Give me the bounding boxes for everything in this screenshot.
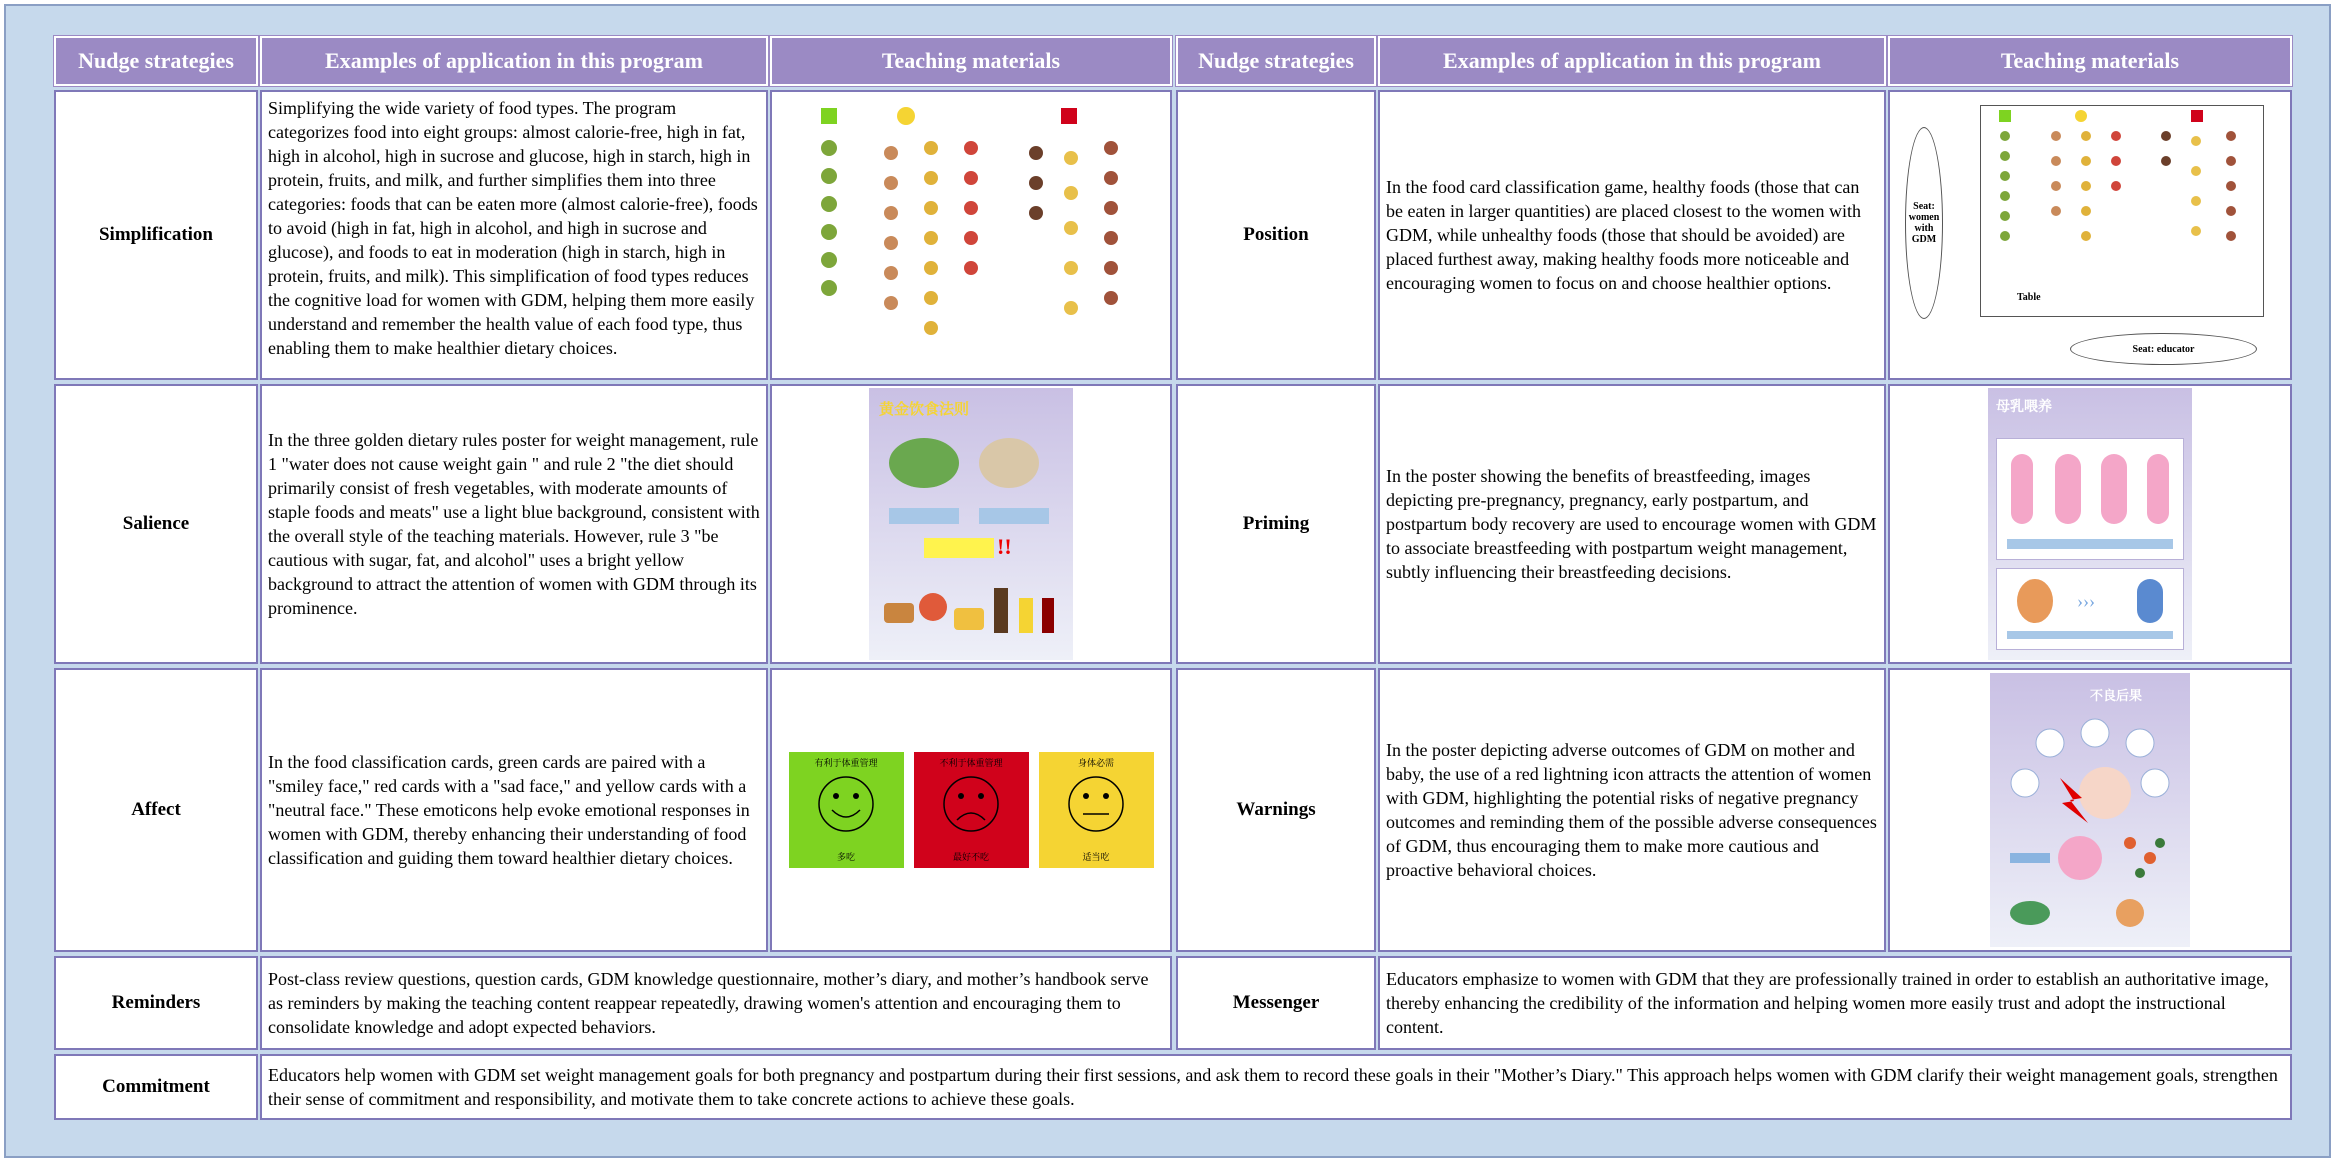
- header-nudge-strategies-right: Nudge strategies: [1176, 36, 1376, 86]
- food-cards-illustration: [781, 98, 1161, 373]
- header-nudge-strategies-left: Nudge strategies: [54, 36, 258, 86]
- image-adverse-outcomes-poster: [1888, 668, 2292, 952]
- rule-2-box: [979, 508, 1049, 524]
- staple-bowl: [979, 438, 1039, 488]
- label-salience: Salience: [54, 384, 258, 664]
- text-warnings: In the poster depicting adverse outcomes of GDM on mother and baby, the use of a red lightning icon attracts the attention of women with GDM, highlighting the potential risks of negative pregnancy outcomes and reminding them of the possible adverse consequences of GDM, thus encouraging them to make more cautious and proactive behavioral choices.: [1378, 668, 1886, 952]
- image-food-categories: [770, 90, 1172, 380]
- smiley-face-icon: [816, 774, 876, 834]
- label-position: Position: [1176, 90, 1376, 380]
- label-reminders: Reminders: [54, 956, 258, 1050]
- rule-3-yellow-box: [924, 538, 994, 558]
- header-examples-left: Examples of application in this program: [260, 36, 768, 86]
- text-commitment: Educators help women with GDM set weight management goals for both pregnancy and postpartum during their first sessions, and ask them to record these goals in their "Mother’s Diary." This approach helps women with GDM clarify their weight management goals, strengthen their sense of commitment and responsibility, and motivate them to take concrete actions to achieve these goals.: [260, 1054, 2292, 1120]
- breastfeeding-poster: [1988, 388, 2192, 660]
- label-simplification: Simplification: [54, 90, 258, 380]
- card-red-bottom-label: 最好不吃: [952, 853, 989, 863]
- poster-title-warnings: 不良后果: [2090, 689, 2143, 704]
- card-red-sad: [914, 752, 1029, 868]
- label-priming: Priming: [1176, 384, 1376, 664]
- adverse-outcomes-poster: [1990, 673, 2190, 947]
- text-reminders: Post-class review questions, question cards, GDM knowledge questionnaire, mother’s diary, and mother’s handbook serve as reminders by making the teaching content reappear repeatedly, drawing women's attention and encouraging them to consolidate knowledge and adopt expected behaviors.: [260, 956, 1172, 1050]
- pregnancy-stages-panel: [1996, 438, 2184, 560]
- sad-face-icon: [941, 774, 1001, 834]
- card-yellow-bottom-label: 适当吃: [1082, 853, 1110, 863]
- label-commitment: Commitment: [54, 1054, 258, 1120]
- card-green-bottom-label: 多吃: [836, 853, 855, 863]
- food-cards-on-table: [1981, 106, 2261, 276]
- adverse-outcomes-illustration: [1990, 673, 2190, 947]
- exclamation-icon: !!: [997, 534, 1012, 559]
- poster-title-golden-rules: 黄金饮食法则: [879, 400, 970, 418]
- card-green-top-label: 有利于体重管理: [814, 759, 878, 769]
- poster-title-breastfeeding: 母乳喂养: [1996, 399, 2052, 415]
- junk-food-cluster: [884, 583, 1059, 643]
- text-salience: In the three golden dietary rules poster for weight management, rule 1 "water does not cause weight gain " and rule 2 "the diet should primarily consist of fresh vegetables, with moderate amounts of staple foods and meats" use a light blue background, consistent with the overall style of the teaching materials. However, rule 3 "be cautious with sugar, fat, and alcohol" uses a bright yellow background to attract the attention of women with GDM through its prominence.: [260, 384, 768, 664]
- seat-women-ellipse: Seat: women with GDM: [1905, 127, 1943, 319]
- table-rectangle: [1980, 105, 2264, 317]
- label-messenger: Messenger: [1176, 956, 1376, 1050]
- text-simplification: Simplifying the wide variety of food types. The program categorizes food into eight groups: almost calorie-free, high in fat, high in alcohol, high in sucrose and glucose, high in starch, high in protein, fruits, and milk, and further simplifies them into three categories: foods that can be eaten more (almost calorie-free), foods to avoid (high in fat, high in alcohol, and high in sucrose and glucose), and foods to eat in moderation (high in starch, high in protein, fruits, and milk). This simplification of food types reduces the cognitive load for women with GDM, helping them more easily understand and remember the health value of each food type, thus enabling them to make healthier dietary choices.: [260, 90, 768, 380]
- card-yellow-top-label: 身体必需: [1077, 759, 1114, 769]
- child-growth-panel: ›››: [1996, 568, 2184, 650]
- image-seating-layout: [1888, 90, 2292, 380]
- image-emotion-cards: [770, 668, 1172, 952]
- label-warnings: Warnings: [1176, 668, 1376, 952]
- table-frame: [4, 4, 2331, 1158]
- header-teaching-materials-right: Teaching materials: [1888, 36, 2292, 86]
- header-teaching-materials-left: Teaching materials: [770, 36, 1172, 86]
- card-yellow-neutral: [1039, 752, 1154, 868]
- image-golden-rules-poster: [770, 384, 1172, 664]
- table-label: Table: [2017, 292, 2041, 303]
- text-position: In the food card classification game, healthy foods (those that can be eaten in larger quantities) are placed closest to the women with GDM, while unhealthy foods (those that should be avoided) are placed furthest away, making healthy foods more noticeable and encouraging women to focus on and choose healthier options.: [1378, 90, 1886, 380]
- seat-educator-ellipse: Seat: educator: [2070, 333, 2257, 365]
- card-green-smiley: [789, 752, 904, 868]
- header-examples-right: Examples of application in this program: [1378, 36, 1886, 86]
- text-priming: In the poster showing the benefits of breastfeeding, images depicting pre-pregnancy, pregnancy, early postpartum, and postpartum body recovery are used to encourage women with GDM to associate breastfeeding with postpartum weight management, subtly influencing their breastfeeding decisions.: [1378, 384, 1886, 664]
- rule-1-box: [889, 508, 959, 524]
- text-affect: In the food classification cards, green cards are paired with a "smiley face," red cards with a "sad face," and yellow cards with a "neutral face." These emoticons help evoke emotional responses in women with GDM, thereby enhancing their understanding of food classification and guiding them toward healthier dietary choices.: [260, 668, 768, 952]
- image-breastfeeding-poster: [1888, 384, 2292, 664]
- text-messenger: Educators emphasize to women with GDM that they are professionally trained in order to establish an authoritative image, thereby enhancing the credibility of the information and helping women more easily trust and adopt the instructional content.: [1378, 956, 2292, 1050]
- label-affect: Affect: [54, 668, 258, 952]
- card-red-top-label: 不利于体重管理: [939, 759, 1003, 769]
- vegetable-bowl: [889, 438, 959, 488]
- neutral-face-icon: [1066, 774, 1126, 834]
- golden-rules-poster: [869, 388, 1073, 660]
